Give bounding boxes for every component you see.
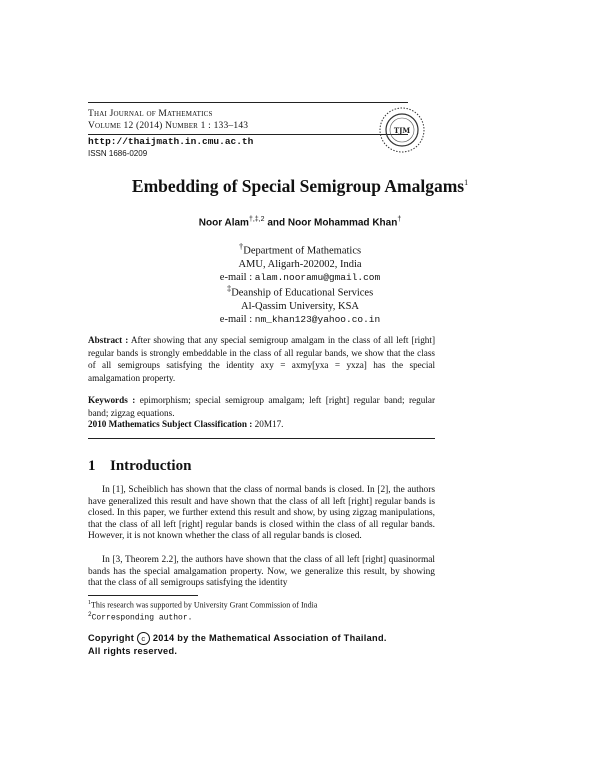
- header-mid-rule: [88, 134, 408, 135]
- paper-title-text: Embedding of Special Semigroup Amalgams: [131, 176, 465, 196]
- author-marks: †: [397, 216, 402, 223]
- copyright-rights: All rights reserved.: [88, 646, 178, 657]
- section-number: 1: [88, 458, 96, 474]
- copyright-prefix: Copyright: [88, 633, 135, 643]
- abstract: [88, 334, 435, 384]
- affiliation-mark: ‡: [226, 283, 232, 293]
- paper-title: [0, 176, 600, 197]
- email-link[interactable]: alam.nooramu@gmail.com: [254, 271, 381, 283]
- copyright-text: 2014 by the Mathematical Association of Thailand.: [152, 633, 387, 643]
- affiliation-address: AMU, Aligarh-202002, India: [238, 258, 362, 270]
- section-title: Introduction: [110, 458, 192, 474]
- issn: ISSN 1686-0209: [88, 149, 148, 158]
- affiliation-dept: Department of Mathematics: [243, 245, 362, 257]
- author-name: Noor Mohammad Khan: [287, 217, 398, 229]
- footnote: [88, 600, 317, 610]
- author-name: Noor Alam: [198, 217, 249, 229]
- copyright-icon: c: [137, 632, 150, 645]
- author-marks: †,‡,2: [248, 216, 265, 223]
- abstract-text: After showing that any special semigroup amalgam in the class of all left [right] regular bands is strongly embeddable in the class of all regular bands, we show that the class of all semigroups satisfying the identity axy = axmy[yxa = yxza] has the special amalgamation property.: [88, 335, 435, 383]
- email-label: e-mail :: [219, 271, 253, 283]
- msc-value: 20M17.: [254, 419, 284, 429]
- title-footnote-mark: 1: [464, 178, 469, 188]
- journal-seal-logo: [378, 106, 426, 154]
- msc-classification: [88, 419, 283, 429]
- msc-label: 2010 Mathematics Subject Classification :: [88, 419, 253, 429]
- footnote: [88, 611, 192, 623]
- email-link[interactable]: nm_khan123@yahoo.co.in: [254, 313, 381, 325]
- footnote-mark: 2: [88, 611, 92, 618]
- journal-url[interactable]: http://thaijmath.in.cmu.ac.th: [88, 136, 254, 147]
- affiliation-mark: †: [238, 241, 244, 251]
- journal-info: [88, 108, 248, 132]
- footnote-rule: [88, 595, 198, 596]
- copyright-notice: [88, 632, 448, 657]
- affiliation-block: [0, 240, 600, 284]
- footnote-text: Corresponding author.: [91, 613, 193, 623]
- author-line: [0, 216, 600, 228]
- journal-name: Thai Journal of Mathematics: [88, 109, 213, 119]
- keywords-label: Keywords :: [88, 395, 136, 405]
- journal-volume: Volume 12 (2014) Number 1 : 133–143: [88, 121, 249, 131]
- affiliation-address: Al-Qassim University, KSA: [240, 300, 360, 312]
- abstract-rule: [88, 438, 435, 439]
- footnote-text: This research was supported by University Grant Commission of India: [91, 600, 318, 610]
- footnote-mark: 1: [88, 600, 91, 606]
- body-paragraph: In [3, Theorem 2.2], the authors have shown that the class of all left [right] quasinormal bands has the special amalgamation property. Now, we generalize this result, by showing that the class of all semigroups satisfying the identity: [88, 555, 435, 589]
- author-connector: and: [267, 217, 286, 229]
- section-heading: [88, 458, 191, 475]
- abstract-label: Abstract :: [88, 335, 129, 345]
- body-paragraph: In [1], Scheiblich has shown that the class of normal bands is closed. In [2], the authors have generalized this result and have shown that the class of all left [right] regular bands is closed. In this paper, we further extend this result and show, by using zigzag manipulations, that the class of all left [right] regular bands is closed within the class of all regular bands. However, it is not known whether the class of all regular bands is closed.: [88, 485, 435, 542]
- affiliation-block: [0, 282, 600, 326]
- keywords-text: epimorphism; special semigroup amalgam; left [right] regular band; regular band; zigzag equations.: [88, 395, 436, 418]
- logo-text: TJM: [393, 126, 411, 135]
- header-top-rule: [88, 102, 408, 103]
- email-label: e-mail :: [219, 313, 253, 325]
- affiliation-dept: Deanship of Educational Services: [231, 287, 374, 299]
- keywords: [88, 394, 435, 419]
